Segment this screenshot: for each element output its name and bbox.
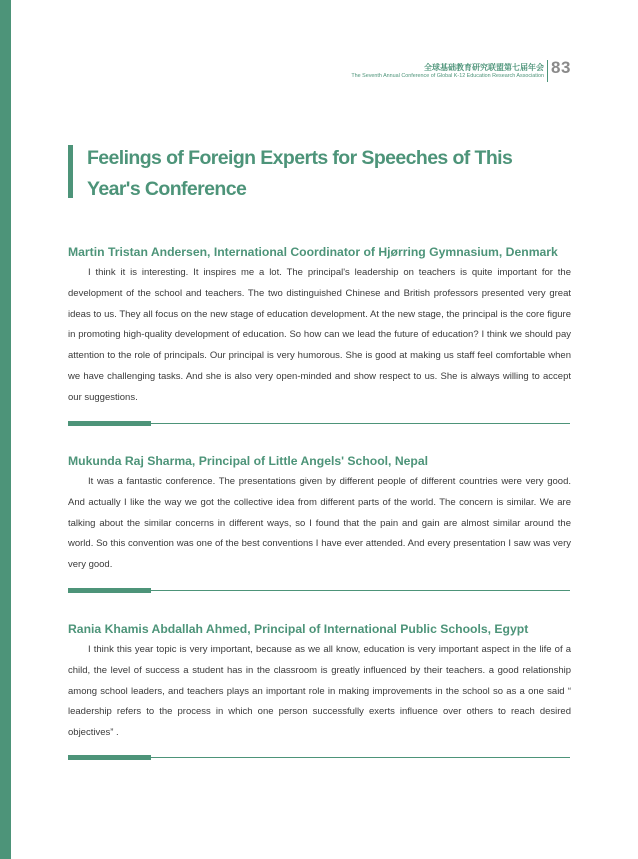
section-divider <box>68 423 570 424</box>
expert-section-3 <box>68 620 571 744</box>
section-body: I think this year topic is very important, because as we all know, education is very important aspect in the life of a child, the level of success a student has in the classroom is greatly influenced by their teachers. a good relationship among school leaders, and teachers plays an important role in making improvements in the school so as a one said “ leadership refers to the process in which one person successfully exerts influence over others to reach desired objectives” . <box>68 644 571 739</box>
section-heading: Mukunda Raj Sharma, Principal of Little Angels' School, Nepal <box>68 454 429 468</box>
expert-section-2 <box>68 452 571 576</box>
section-divider <box>68 757 570 758</box>
divider-accent <box>68 588 151 593</box>
header-english-title: The Seventh Annual Conference of Global K-12 Education Research Association <box>351 73 544 79</box>
page-title: Feelings of Foreign Experts for Speeches of This Year's Conference <box>87 147 513 200</box>
header-chinese-title: 全球基础教育研究联盟第七届年会 <box>424 63 544 72</box>
page-number: 83 <box>551 58 571 77</box>
expert-section-1 <box>68 243 571 409</box>
divider-accent <box>68 421 151 426</box>
left-accent-band <box>0 0 11 859</box>
section-body: I think it is interesting. It inspires me a lot. The principal's leadership on teachers is quite important for the development of the school and teachers. The two distinguished Chinese and British professors presented very great ideas to us. They all focus on the new stage of education development. At the new stage, the principal is the core figure in promoting high-quality development of education. So how can we lead the future of education? I think we should pay attention to the role of principals. Our principal is very humorous. She is good at making us staff feel comfortable when we have challenging tasks. And she is also very open-minded and show respect to us. She is always willing to accept our suggestions. <box>68 267 571 403</box>
section-divider <box>68 590 570 591</box>
section-heading: Rania Khamis Abdallah Ahmed, Principal of International Public Schools, Egypt <box>68 622 529 636</box>
section-body: It was a fantastic conference. The presentations given by different people of different countries were very good. And actually I like the way we got the collective idea from different parts of the world. The concern is similar. We are talking about the similar concerns in different ways, so I found that the pain and gain are almost similar around the world. So this convention was one of the best conventions I have ever attended. And every presentation I saw was very very good. <box>68 476 571 571</box>
header-separator <box>547 60 548 82</box>
section-heading: Martin Tristan Andersen, International Coordinator of Hjørring Gymnasium, Denmark <box>68 245 558 259</box>
title-accent-bar <box>68 145 73 198</box>
divider-accent <box>68 755 151 760</box>
